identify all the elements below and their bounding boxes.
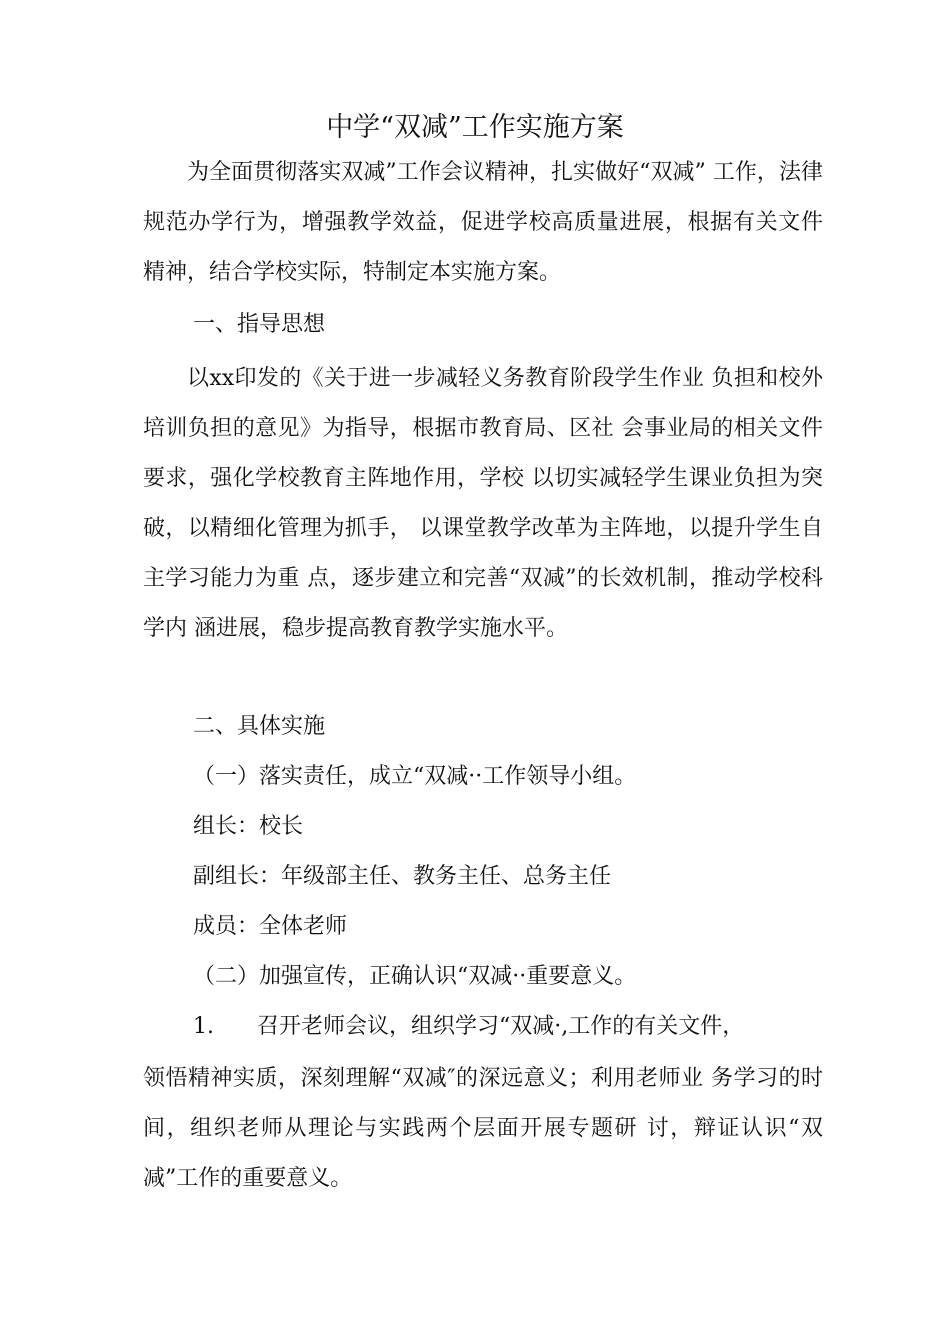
section2-heading: 二、具体实施 [193, 714, 326, 739]
subsection2-heading: （二）加强宣传，正确认识“双减··重要意义。 [193, 964, 637, 989]
item1-body: 领悟精神实质，深刻理解“双减″的深远意义；利用老师业 务学习的时间，组织老师从理论与实践两个层面开展专题研 讨，辩证认识“双减”工作的重要意义。 [143, 1066, 823, 1191]
section1-body: 以xx印发的《关于进一步减轻义务教育阶段学生作业 负担和校外培训负担的意见》为指导，根据市教育局、区社 会事业局的相关文件要求，强化学校教育主阵地作用，学校 以切实减轻学生课业负担为突破，以精细化管理为抓手， 以课堂教学改革为主阵地，以提升学生自主学习能力为重 点，逐步建立和完善“双减”的长效机制，推动学校科学内 涵进展，稳步提高教育教学实施水平。 [143, 366, 823, 641]
subsection1-heading: （一）落实责任，成立“双减··工作领导小组。 [193, 764, 637, 789]
section1-heading: 一、指导思想 [193, 312, 326, 337]
intro-paragraph: 为全面贯彻落实双减”工作会议精神，扎实做好“双减” 工作，法律规范办学行为，增强教学效益，促进学校高质量进展，根据有关文件精神，结合学校实际，特制定本实施方案。 [143, 160, 823, 285]
item1-number: 1. [193, 1014, 214, 1039]
members-line: 成员：全体老师 [193, 914, 348, 939]
deputy-line: 副组长：年级部主任、教务主任、总务主任 [193, 864, 612, 889]
item1-first-line: 召开老师会议，组织学习“双减·,工作的有关文件， [257, 1014, 745, 1039]
leader-line: 组长：校长 [193, 814, 304, 839]
document-title: 中学“双减”工作实施方案 [326, 112, 624, 143]
